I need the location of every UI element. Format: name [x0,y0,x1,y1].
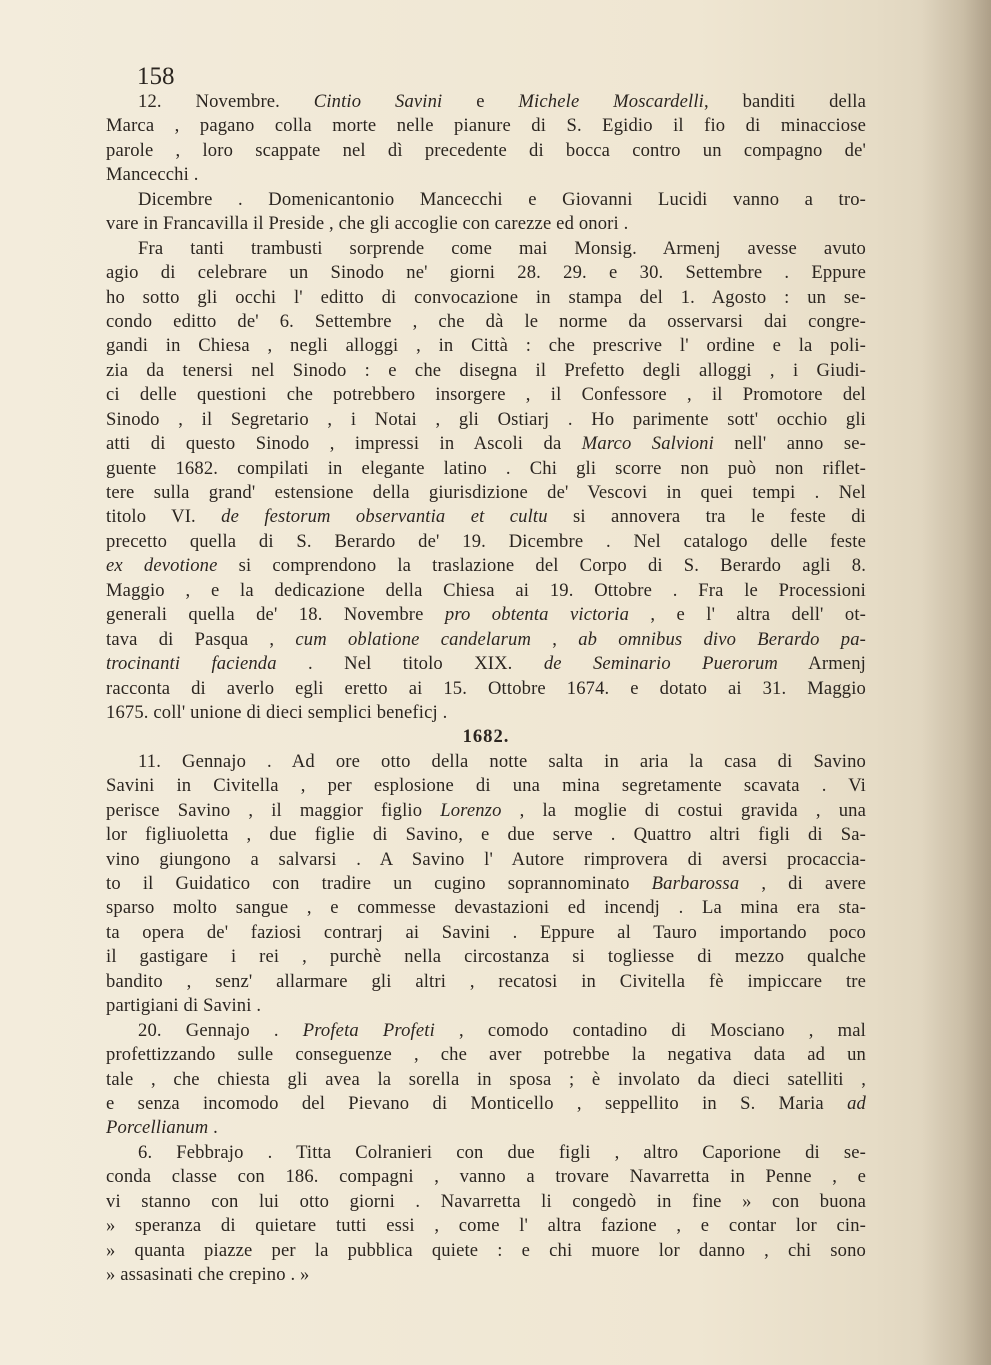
text-line: conda classe con 186. compagni , vanno a trovare Navarretta in Penne , e [106,1166,866,1188]
text-line: Sinodo , il Segretario , i Notai , gli Ostiarj . Ho parimente sott' occhio gli [106,408,866,430]
text-line: agio di celebrare un Sinodo ne' giorni 28. 29. e 30. Settembre . Eppure [106,262,866,284]
text-line: Fra tanti trambusti sorprende come mai Monsig. Armenj avesse avuto [138,237,866,259]
text-line: Mancecchi . [106,164,199,186]
text-line: tale , che chiesta gli avea la sorella in sposa ; è involato da dieci satelliti , [106,1068,866,1090]
text-line: sparso molto sangue , e commesse devastazioni ed incendj . La mina era sta- [106,897,866,919]
text-line: Marca , pagano colla morte nelle pianure di S. Egidio il fio di minacciose [106,115,866,137]
text-line: il gastigare i rei , purchè nella circostanza si togliesse di mezzo qualche [106,946,866,968]
text-line: vare in Francavilla il Preside , che gli accoglie con carezze ed onori . [106,213,629,235]
text-line: 20. Gennajo . Profeta Profeti , comodo contadino di Mosciano , mal [138,1019,866,1041]
text-line: » speranza di quietare tutti essi , come l' altra fazione , e contar lor cin- [106,1215,866,1237]
text-line: Savini in Civitella , per esplosione di una mina segretamente scavata . Vi [106,775,866,797]
text-line: e senza incomodo del Pievano di Monticello , seppellito in S. Maria ad [106,1092,866,1114]
text-line: tere sulla grand' estensione della giurisdizione de' Vescovi in quei tempi . Nel [106,482,866,503]
text-line: atti di questo Sinodo , impressi in Ascoli da Marco Salvioni nell' anno se- [106,433,866,455]
text-line: Maggio , e la dedicazione della Chiesa ai 19. Ottobre . Fra le Processioni [106,579,866,601]
text-line: Porcellianum . [106,1117,218,1139]
page-body-text [106,90,866,1287]
text-line: profettizzando sulle conseguenze , che aver potrebbe la negativa data ad un [106,1044,866,1066]
text-line: racconta di averlo egli eretto ai 15. Ottobre 1674. e dotato ai 31. Maggio [106,677,866,699]
text-line: vino giungono a salvarsi . A Savino l' Autore rimprovera di aversi procaccia- [106,848,866,870]
text-line: to il Guidatico con tradire un cugino soprannominato Barbarossa , di avere [106,873,866,894]
text-line: 12. Novembre. Cintio Savini e Michele Moscardelli, banditi della [138,91,866,112]
text-line: vi stanno con lui otto giorni . Navarretta li congedò in fine » con buona [106,1190,866,1212]
text-line: condo editto de' 6. Settembre , che dà le norme da osservarsi dai congre- [106,310,866,332]
text-line: perisce Savino , il maggior figlio Lorenzo , la moglie di costui gravida , una [106,799,866,821]
text-line: guente 1682. compilati in elegante latino . Chi gli scorre non può non riflet- [106,457,866,479]
text-line: lor figliuoletta , due figlie di Savino, e due serve . Quattro altri figli di Sa- [106,824,866,846]
text-line: ta opera de' faziosi contrarj ai Savini . Eppure al Tauro importando poco [106,921,866,943]
text-line: partigiani di Savini . [106,995,262,1017]
text-line: gandi in Chiesa , negli alloggi , in Città : che prescrive l' ordine e la poli- [106,335,866,357]
text-line: trocinanti facienda . Nel titolo XIX. de Seminario Puerorum Armenj [106,653,866,675]
text-line: 1675. coll' unione di dieci semplici beneficj . [106,701,448,723]
text-line: bandito , senz' allarmare gli altri , recatosi in Civitella fè impiccare tre [106,970,866,992]
text-line: » assasinati che crepino . » [106,1264,310,1285]
page-gutter-shadow [921,0,991,1365]
text-line: tava di Pasqua , cum oblatione candelarum , ab omnibus divo Berardo pa- [106,628,866,650]
text-line: precetto quella di S. Berardo de' 19. Dicembre . Nel catalogo delle feste [106,530,866,552]
text-line: 6. Febbrajo . Titta Colranieri con due figli , altro Caporione di se- [138,1141,866,1163]
text-line: zia da tenersi nel Sinodo : e che disegna il Prefetto degli alloggi , i Giudi- [106,359,866,381]
text-line: titolo VI. de festorum observantia et cultu si annovera tra le feste di [106,506,866,528]
text-line: parole , loro scappate nel dì precedente di bocca contro un compagno de' [106,139,866,161]
page-number: 158 [137,63,175,90]
text-line: Dicembre . Domenicantonio Mancecchi e Giovanni Lucidi vanno a tro- [138,188,866,210]
text-line: ho sotto gli occhi l' editto di convocazione in stampa del 1. Agosto : un se- [106,286,866,308]
year-heading: 1682. [462,726,510,748]
text-line: 11. Gennajo . Ad ore otto della notte salta in aria la casa di Savino [138,750,866,772]
text-line: » quanta piazze per la pubblica quiete : e chi muore lor danno , chi sono [106,1239,866,1261]
text-line: generali quella de' 18. Novembre pro obtenta victoria , e l' altra dell' ot- [106,604,866,626]
text-line: ci delle questioni che potrebbero insorgere , il Confessore , il Promotore del [106,384,866,406]
text-line: ex devotione si comprendono la traslazione del Corpo di S. Berardo agli 8. [106,555,866,577]
